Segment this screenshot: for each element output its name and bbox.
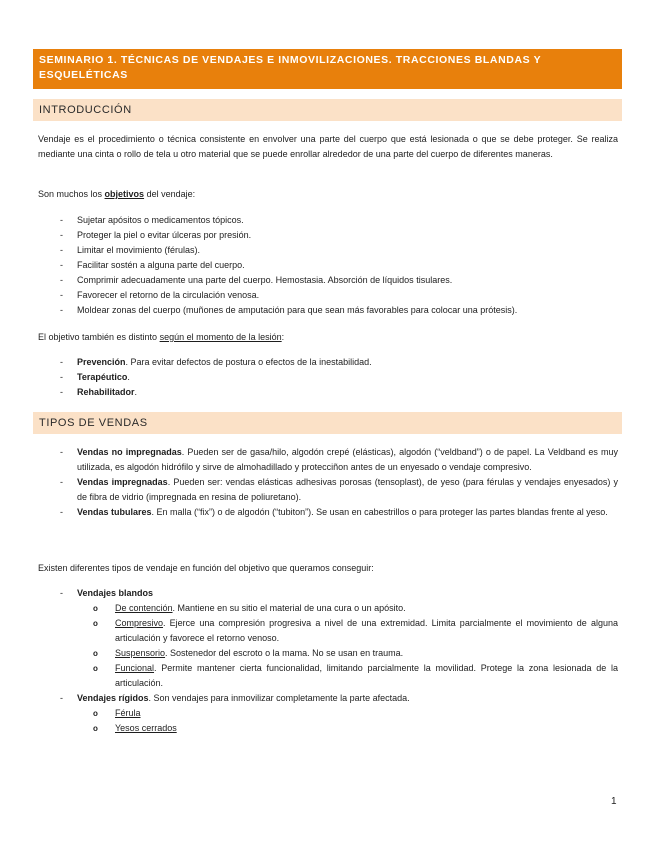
item-text: . Son vendajes para inmovilizar completamente la parte afectada. <box>148 693 410 703</box>
item-term: Rehabilitador <box>77 387 135 397</box>
list-item <box>38 355 618 370</box>
sublist-item <box>77 646 618 661</box>
blandos-sublist <box>77 601 618 691</box>
item-term: Suspensorio <box>115 648 166 658</box>
objectives-keyword: objetivos <box>104 189 145 199</box>
item-text: . Ejerce una compresión progresiva a nivel de una extremidad. Limita parcialmente el movimiento de alguna articulación y favorece el retorno venoso. <box>115 618 618 643</box>
list-item: - Comprimir adecuadamente una parte del cuerpo. Hemostasia. Absorción de líquidos tisulares. <box>38 273 618 288</box>
item-term: Yesos cerrados <box>115 723 177 733</box>
item-term: Férula <box>115 708 141 718</box>
list-item <box>38 691 618 736</box>
list-item: - Sujetar apósitos o medicamentos tópicos. <box>38 213 618 228</box>
list-item: - Facilitar sostén a alguna parte del cuerpo. <box>38 258 618 273</box>
list-item <box>38 370 618 385</box>
item-text: . Pueden ser de gasa/hilo, algodón crepé (elásticas), algodón (“veldband”) o de papel. La Veldband es muy utilizada, es algodón hidrófilo y sirve de almohadillado y protecciñon antes de un enyesado o vendaje compresivo. <box>77 447 618 472</box>
intro-paragraph: Vendaje es el procedimiento o técnica consistente en envolver una parte del cuerpo que está lesionada o que se debe proteger. Se realiza mediante una cinta o rollo de tela u otro material que se puede enrollar alrededor de una parte del cuerpo de diferentes maneras. <box>38 134 618 159</box>
item-term: Funcional <box>115 663 155 673</box>
objectives-intro <box>38 187 618 202</box>
sublist-item <box>77 706 618 721</box>
item-term: Compresivo <box>115 618 164 628</box>
list-item <box>38 586 618 691</box>
document-title: SEMINARIO 1. TÉCNICAS DE VENDAJES E INMOVILIZACIONES. TRACCIONES BLANDAS Y ESQUELÉTICAS <box>33 49 622 89</box>
list-item <box>38 505 618 520</box>
item-text: . <box>134 387 138 397</box>
moment-intro <box>38 330 618 345</box>
item-term: Prevención <box>77 357 126 367</box>
item-term: Terapéutico <box>77 372 128 382</box>
vendas-list <box>38 445 618 520</box>
item-term: Vendas tubulares <box>77 507 152 517</box>
item-text: . En malla (“fix”) o de algodón (“tubiton”). Se usan en cabestrillos o para proteger las partes blandas frente al yeso. <box>151 507 608 517</box>
list-item: - Favorecer el retorno de la circulación venosa. <box>38 288 618 303</box>
item-text: . Permite mantener cierta funcionalidad, limitando parcialmente la movilidad. Protege la zona lesionada de la articulación. <box>115 663 618 688</box>
item-term: Vendajes blandos <box>77 588 154 598</box>
objectives-intro-before: Son muchos los <box>38 189 105 199</box>
item-text: . <box>127 372 130 382</box>
moment-intro-after: : <box>281 332 285 342</box>
list-item: - Proteger la piel o evitar úlceras por presión. <box>38 228 618 243</box>
list-item: - Limitar el movimiento (férulas). <box>38 243 618 258</box>
item-text: . Mantiene en su sitio el material de una cura o un apósito. <box>172 603 406 613</box>
list-item <box>38 445 618 475</box>
moment-keyword: según el momento de la lesión <box>159 332 282 342</box>
page-number: 1 <box>611 796 617 807</box>
list-item <box>38 475 618 505</box>
item-text: . Pueden ser: vendas elásticas adhesivas porosas (tensoplast), de yeso (para férulas y vendajes enyesados) y de fibra de vidrio (impregnada en resina de poliuretano). <box>77 477 618 502</box>
item-text: . Sostenedor del escroto o la mama. No se usan en trauma. <box>165 648 404 658</box>
sublist-item <box>77 721 618 736</box>
vendajes-list <box>38 586 618 736</box>
types-intro: Existen diferentes tipos de vendaje en función del objetivo que queramos conseguir: <box>38 563 374 573</box>
item-term: Vendas no impregnadas <box>77 447 182 457</box>
objectives-intro-after: del vendaje: <box>144 189 196 199</box>
rigidos-sublist <box>77 706 618 736</box>
moment-intro-before: El objetivo también es distinto <box>38 332 160 342</box>
section-heading-introduccion: INTRODUCCIÓN <box>33 99 622 121</box>
moments-list <box>38 355 618 400</box>
sublist-item <box>77 601 618 616</box>
item-term: De contención <box>115 603 173 613</box>
item-term: Vendas impregnadas <box>77 477 168 487</box>
section-heading-tipos-de-vendas: TIPOS DE VENDAS <box>33 412 622 434</box>
item-term: Vendajes rígidos <box>77 693 149 703</box>
objectives-list <box>38 213 618 318</box>
list-item: - Moldear zonas del cuerpo (muñones de amputación para que sean más favorables para colocar una prótesis). <box>38 303 618 318</box>
sublist-item <box>77 616 618 646</box>
list-item <box>38 385 618 400</box>
item-text: . Para evitar defectos de postura o efectos de la inestabilidad. <box>125 357 372 367</box>
sublist-item <box>77 661 618 691</box>
